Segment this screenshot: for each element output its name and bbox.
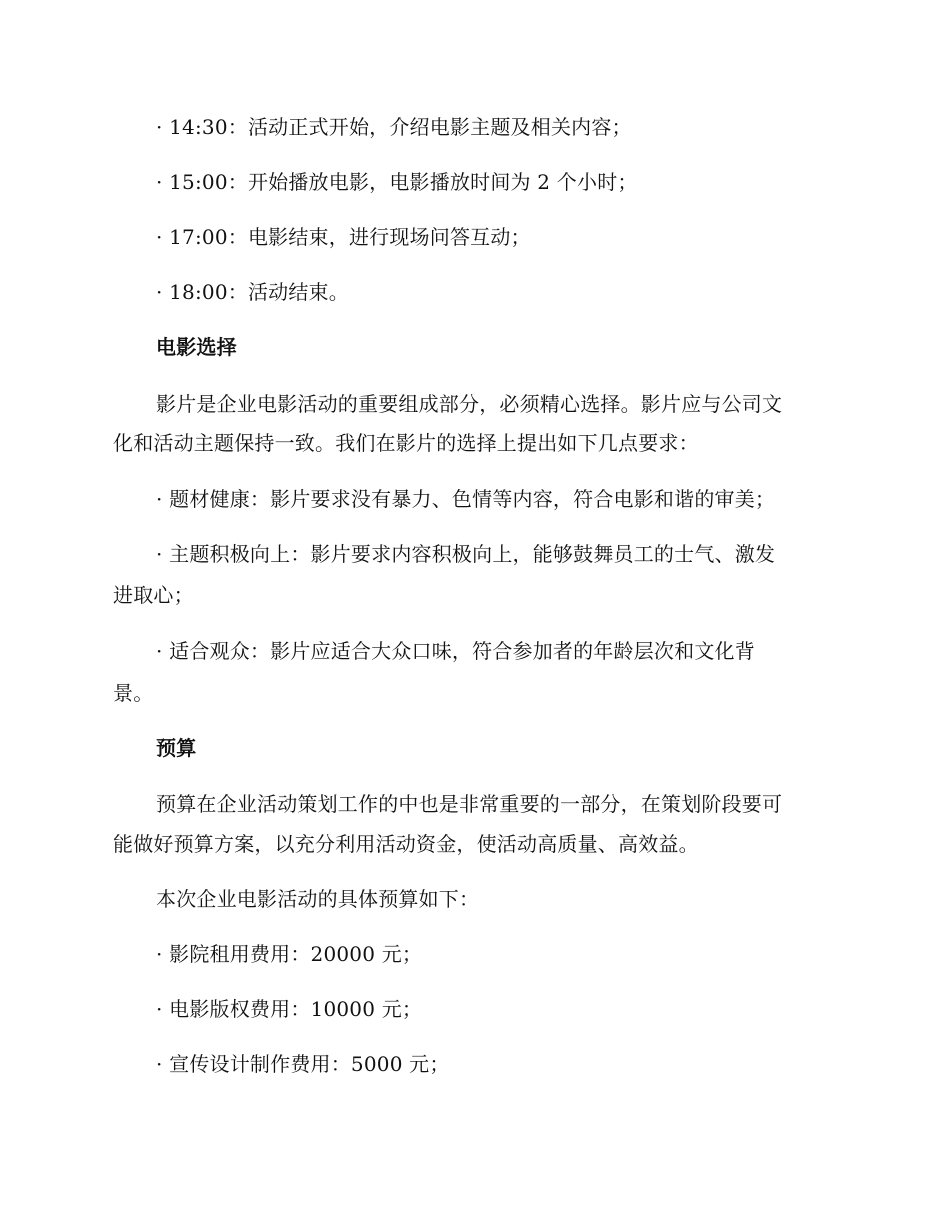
movie-requirement-1: · 题材健康：影片要求没有暴力、色情等内容，符合电影和谐的审美； xyxy=(156,487,776,511)
budget-heading: 预算 xyxy=(156,736,197,760)
schedule-item-1500: · 15:00：开始播放电影，电影播放时间为 2 个小时； xyxy=(156,170,638,194)
budget-item-venue: · 影院租用费用：20000 元； xyxy=(156,942,423,966)
movie-requirement-3-line-1: · 适合观众：影片应适合大众口味，符合参加者的年龄层次和文化背 xyxy=(156,639,755,663)
budget-intro-line-1: 预算在企业活动策划工作的中也是非常重要的一部分，在策划阶段要可 xyxy=(156,792,783,816)
movie-intro-line-2: 化和活动主题保持一致。我们在影片的选择上提出如下几点要求： xyxy=(113,431,699,455)
budget-item-promotion: · 宣传设计制作费用：5000 元； xyxy=(156,1052,450,1076)
budget-lead: 本次企业电影活动的具体预算如下： xyxy=(156,887,480,911)
schedule-item-1800: · 18:00：活动结束。 xyxy=(156,280,349,304)
budget-intro-line-2: 能做好预算方案，以充分利用活动资金，使活动高质量、高效益。 xyxy=(113,832,699,856)
movie-requirement-3-line-2: 景。 xyxy=(113,681,154,705)
movie-requirement-2-line-1: · 主题积极向上：影片要求内容积极向上，能够鼓舞员工的士气、激发 xyxy=(156,542,776,566)
schedule-item-1430: · 14:30：活动正式开始，介绍电影主题及相关内容； xyxy=(156,115,632,139)
movie-selection-heading: 电影选择 xyxy=(156,335,237,359)
budget-item-license: · 电影版权费用：10000 元； xyxy=(156,997,423,1021)
schedule-item-1700: · 17:00：电影结束，进行现场问答互动； xyxy=(156,225,531,249)
movie-requirement-2-line-2: 进取心； xyxy=(113,583,194,607)
movie-intro-line-1: 影片是企业电影活动的重要组成部分，必须精心选择。影片应与公司文 xyxy=(156,392,783,416)
